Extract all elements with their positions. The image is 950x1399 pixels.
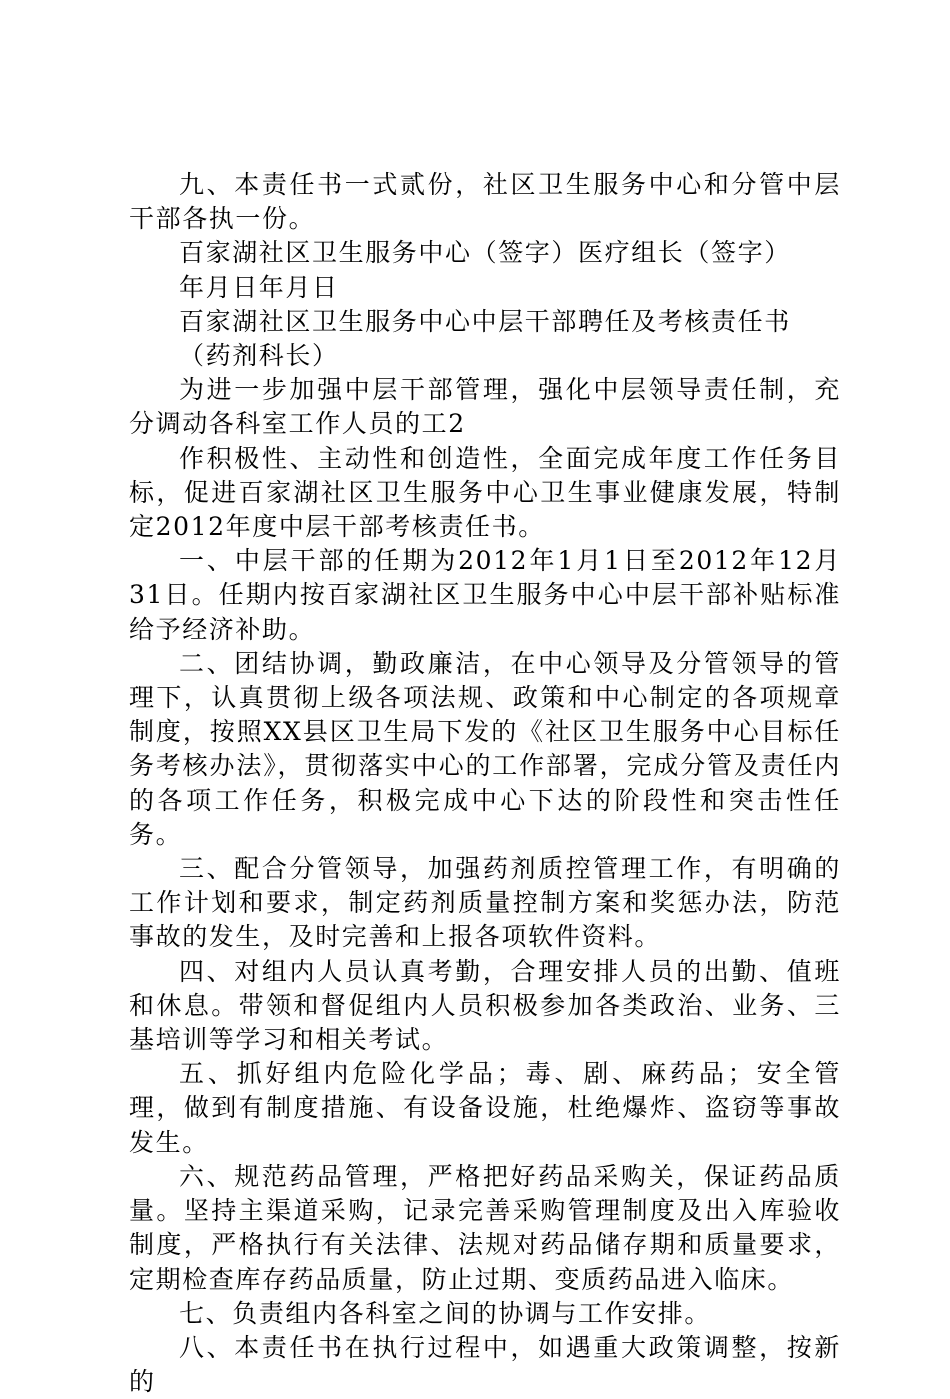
document-title: 百家湖社区卫生服务中心中层干部聘任及考核责任书	[179, 306, 791, 336]
clause-eight: 八、本责任书在执行过程中，如遇重大政策调整，按新的	[129, 1332, 841, 1397]
clause-one: 一、中层干部的任期为2012年1月1日至2012年12月31日。任期内按百家湖社区卫生服务中心中层干部补贴标准给予经济补助。	[129, 546, 841, 644]
clause-three: 三、配合分管领导，加强药剂质控管理工作，有明确的工作计划和要求，制定药剂质量控制方案和奖惩办法，防范事故的发生，及时完善和上报各项软件资料。	[129, 854, 841, 952]
clause-seven: 七、负责组内各科室之间的协调与工作安排。	[179, 1298, 712, 1328]
clause-two: 二、团结协调，勤政廉洁，在中心领导及分管领导的管理下，认真贯彻上级各项法规、政策和中心制定的各项规章制度，按照XX县区卫生局下发的《社区卫生服务中心目标任务考核办法》，贯彻落实中心的工作部署，完成分管及责任内的各项工作任务，积极完成中心下达的阶段性和突击性任务。	[129, 648, 841, 849]
clause-five: 五、抓好组内危险化学品；毒、剧、麻药品；安全管理，做到有制度措施、有设备设施，杜绝爆炸、盗窃等事故发生。	[129, 1059, 841, 1157]
clause-six: 六、规范药品管理，严格把好药品采购关，保证药品质量。坚持主渠道采购，记录完善采购管理制度及出入库验收制度，严格执行有关法律、法规对药品储存期和质量要求，定期检查库存药品质量，防止过期、变质药品进入临床。	[129, 1161, 841, 1294]
clause-four: 四、对组内人员认真考勤，合理安排人员的出勤、值班和休息。带领和督促组内人员积极参加各类政治、业务、三基培训等学习和相关考试。	[129, 956, 841, 1055]
paragraph-item-nine: 九、本责任书一式贰份，社区卫生服务中心和分管中层干部各执一份。	[129, 170, 841, 234]
document-body	[129, 168, 841, 1399]
intro-paragraph: 为进一步加强中层干部管理，强化中层领导责任制，充分调动各科室工作人员的工2	[129, 375, 841, 439]
date-line: 年月日年月日	[179, 272, 339, 302]
intro-paragraph-continued: 作积极性、主动性和创造性，全面完成年度工作任务目标，促进百家湖社区卫生服务中心卫生事业健康发展，特制定2012年度中层干部考核责任书。	[129, 443, 841, 542]
signature-line: 百家湖社区卫生服务中心（签字）医疗组长（签字）	[179, 238, 791, 268]
document-subtitle: （药剂科长）	[179, 341, 339, 371]
